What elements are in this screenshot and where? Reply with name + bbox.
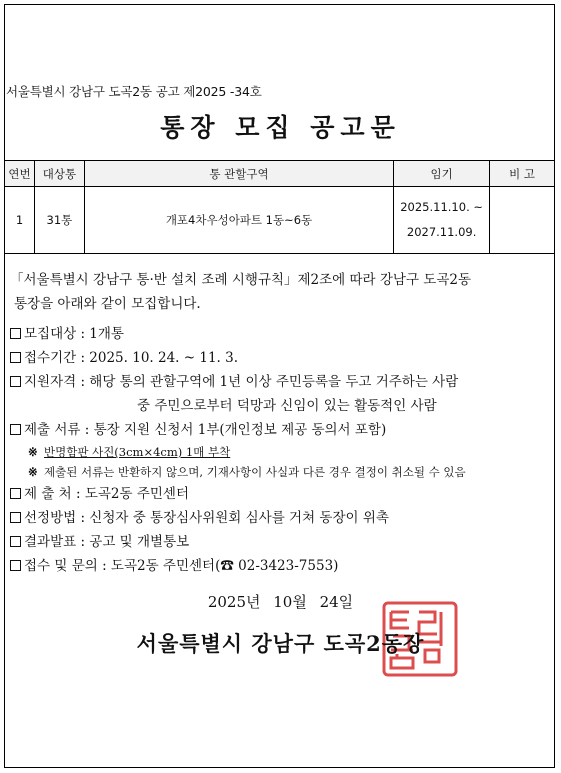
item-period	[10, 346, 555, 370]
note-photo-text: 반명함판 사진(3cm×4cm) 1매 부착	[44, 445, 231, 459]
note-mark: ※	[28, 445, 38, 459]
item-target-text: 모집대상 : 1개통	[24, 326, 124, 342]
requirements-list	[10, 322, 555, 578]
column-header-area: 통 관할구역	[84, 161, 393, 187]
cell-remark	[490, 187, 555, 254]
term-start: 2025.11.10. ~	[400, 200, 484, 214]
issuer-name: 서울특별시 강남구 도곡2동장	[136, 631, 425, 656]
checkbox-icon	[10, 536, 21, 547]
item-selection	[10, 506, 555, 530]
checkbox-icon	[10, 376, 21, 387]
cell-no: 1	[5, 187, 35, 254]
table-header-row	[5, 161, 555, 187]
item-result-text: 결과발표 : 공고 및 개별통보	[24, 534, 190, 550]
item-qualification-continued: 중 주민으로부터 덕망과 신임이 있는 활동적인 사람	[137, 398, 437, 414]
item-contact	[10, 554, 555, 578]
item-documents-text: 제출 서류 : 통장 지원 신청서 1부(개인정보 제공 동의서 포함)	[24, 422, 387, 438]
recruitment-table	[4, 160, 555, 254]
note-return	[10, 462, 555, 482]
item-documents	[10, 418, 555, 442]
cell-tong: 31통	[34, 187, 84, 254]
page-title: 통장 모집 공고문	[160, 113, 401, 142]
notice-body	[10, 268, 555, 578]
term-end: 2027.11.09.	[406, 225, 477, 239]
column-header-remark: 비 고	[490, 161, 555, 187]
item-period-text: 접수기간 : 2025. 10. 24. ~ 11. 3.	[24, 350, 238, 366]
notice-date: 2025년 10월 24일	[207, 593, 354, 611]
item-result	[10, 530, 555, 554]
intro-line-2: 통장을 아래와 같이 모집합니다.	[14, 296, 201, 312]
column-header-tong: 대상통	[34, 161, 84, 187]
item-submit-to	[10, 482, 555, 506]
column-header-no: 연번	[5, 161, 35, 187]
table-row	[5, 187, 555, 254]
item-contact-text: 접수 및 문의 : 도곡2동 주민센터(☎ 02-3423-7553)	[24, 558, 339, 574]
checkbox-icon	[10, 488, 21, 499]
intro-paragraph	[10, 268, 555, 316]
checkbox-icon	[10, 512, 21, 523]
notice-number: 서울특별시 강남구 도곡2동 공고 제2025 -34호	[6, 84, 262, 99]
cell-area: 개포4차우성아파트 1동~6동	[84, 187, 393, 254]
cell-term	[394, 187, 490, 254]
checkbox-icon	[10, 328, 21, 339]
item-qualification-text: 지원자격 : 해당 통의 관할구역에 1년 이상 주민등록을 두고 거주하는 사람	[24, 374, 459, 390]
item-submit-to-text: 제 출 처 : 도곡2동 주민센터	[24, 486, 190, 502]
checkbox-icon	[10, 424, 21, 435]
checkbox-icon	[10, 560, 21, 571]
checkbox-icon	[10, 352, 21, 363]
item-target	[10, 322, 555, 346]
intro-line-1: 「서울특별시 강남구 통·반 설치 조례 시행규칙」제2조에 따라 강남구 도곡2동	[10, 272, 471, 288]
item-selection-text: 선정방법 : 신청자 중 통장심사위원회 심사를 거쳐 동장이 위촉	[24, 510, 389, 526]
note-mark: ※	[28, 465, 38, 479]
note-return-text: 제출된 서류는 반환하지 않으며, 기재사항이 사실과 다른 경우 결정이 취소될 수 있음	[44, 465, 466, 479]
item-qualification	[10, 370, 555, 418]
note-photo	[10, 442, 555, 462]
column-header-term: 임기	[394, 161, 490, 187]
